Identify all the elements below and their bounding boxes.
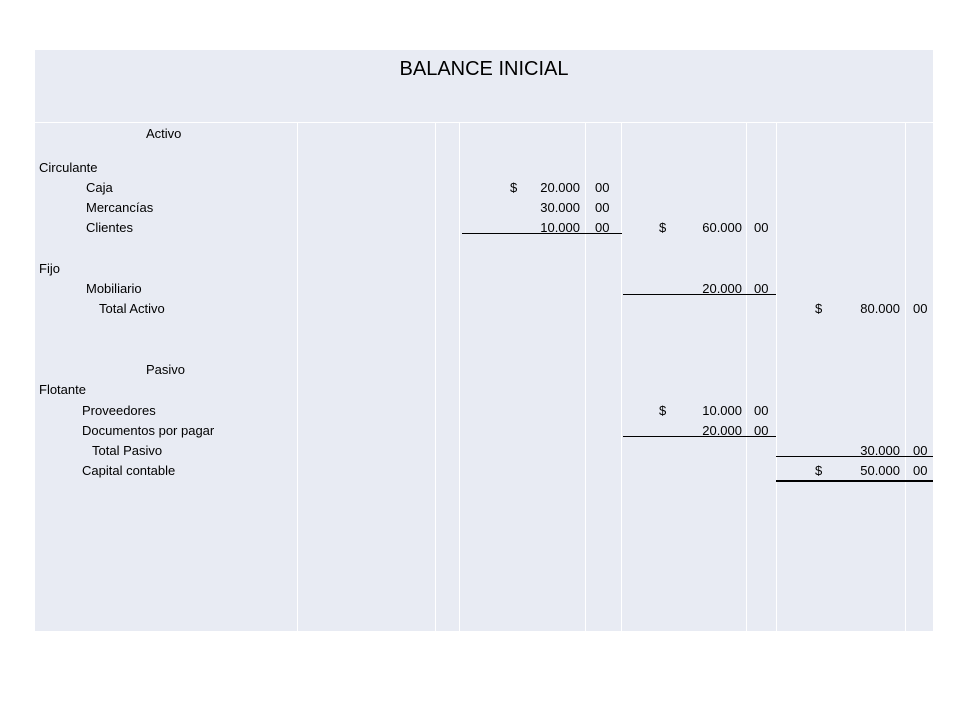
circulante-label: Circulante xyxy=(39,160,98,175)
caja-currency: $ xyxy=(510,180,518,195)
column-divider xyxy=(621,122,622,631)
capital-cents: 00 xyxy=(913,463,928,478)
capital-label: Capital contable xyxy=(82,463,176,478)
mobiliario-amount: 20.000 xyxy=(702,281,742,296)
column-divider xyxy=(297,122,298,631)
column-divider xyxy=(435,122,436,631)
total-pasivo-cents: 00 xyxy=(913,443,928,458)
page-title: BALANCE INICIAL xyxy=(399,58,569,80)
total-activo-currency: $ xyxy=(815,301,823,316)
documentos-cents: 00 xyxy=(754,423,769,438)
mobiliario-cents: 00 xyxy=(754,281,769,296)
column-divider xyxy=(459,122,460,631)
capital-amount: 50.000 xyxy=(860,463,900,478)
proveedores-label: Proveedores xyxy=(82,403,156,418)
fijo-label: Fijo xyxy=(39,261,60,276)
total-activo-cents: 00 xyxy=(913,301,928,316)
total-pasivo-label: Total Pasivo xyxy=(92,443,163,458)
flotante-label: Flotante xyxy=(39,382,86,397)
total-activo-amount: 80.000 xyxy=(860,301,900,316)
total-activo-label: Total Activo xyxy=(99,301,165,316)
documentos-amount: 20.000 xyxy=(702,423,742,438)
proveedores-cents: 00 xyxy=(754,403,769,418)
circulante-subtotal-cents: 00 xyxy=(754,220,769,235)
column-divider xyxy=(585,122,586,631)
column-divider xyxy=(905,122,906,631)
pasivo-heading: Pasivo xyxy=(146,362,186,377)
mercancias-amount: 30.000 xyxy=(540,200,580,215)
capital-double-underline xyxy=(776,480,933,482)
caja-amount: 20.000 xyxy=(540,180,580,195)
mobiliario-label: Mobiliario xyxy=(86,281,142,296)
mercancias-cents: 00 xyxy=(595,200,610,215)
caja-cents: 00 xyxy=(595,180,610,195)
circulante-subtotal-currency: $ xyxy=(659,220,667,235)
activo-heading: Activo xyxy=(146,126,182,141)
balance-sheet xyxy=(35,50,933,631)
documentos-label: Documentos por pagar xyxy=(82,423,215,438)
clientes-amount: 10.000 xyxy=(540,220,580,235)
column-divider xyxy=(776,122,777,631)
clientes-cents: 00 xyxy=(595,220,610,235)
total-pasivo-amount: 30.000 xyxy=(860,443,900,458)
caja-label: Caja xyxy=(86,180,113,195)
column-divider xyxy=(746,122,747,631)
proveedores-currency: $ xyxy=(659,403,667,418)
capital-currency: $ xyxy=(815,463,823,478)
mercancias-label: Mercancías xyxy=(86,200,154,215)
clientes-label: Clientes xyxy=(86,220,133,235)
title-divider xyxy=(35,122,933,123)
circulante-subtotal-amount: 60.000 xyxy=(702,220,742,235)
proveedores-amount: 10.000 xyxy=(702,403,742,418)
